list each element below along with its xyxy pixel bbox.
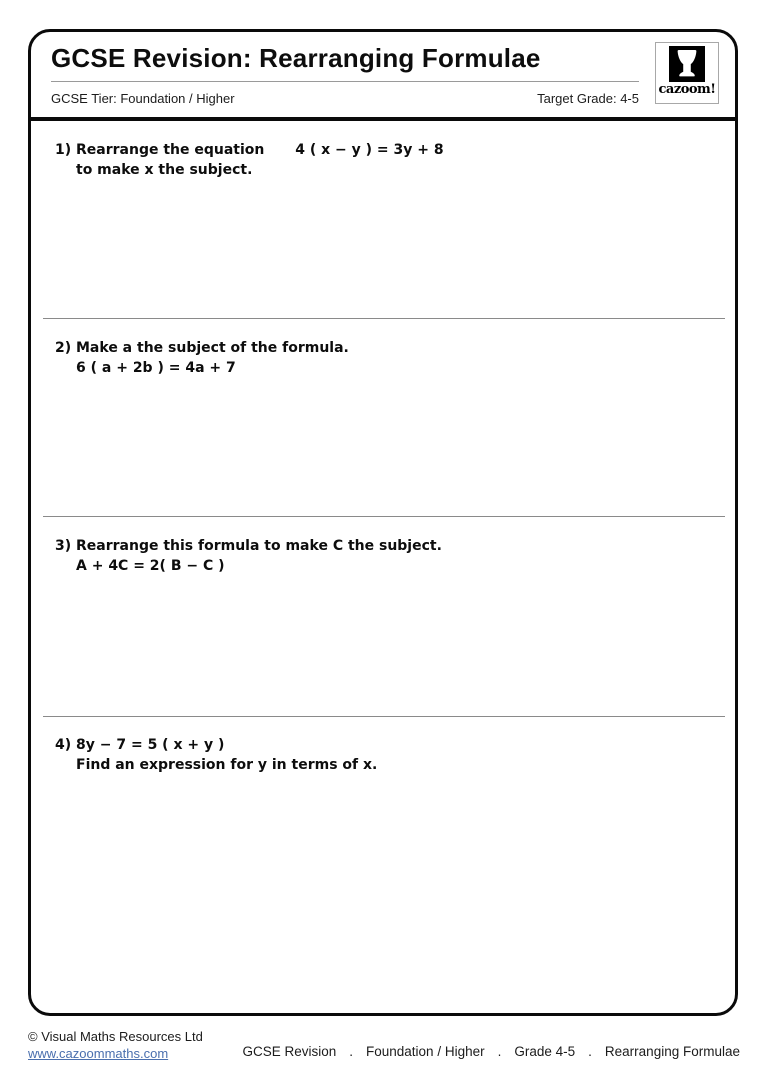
question-2-prompt: Make a the subject of the formula. — [76, 340, 349, 356]
header-divider — [31, 117, 735, 121]
question-1-prompt-line2: to make x the subject. — [76, 162, 253, 178]
title-divider — [51, 81, 639, 82]
footer-left — [28, 1028, 203, 1062]
worksheet-frame — [28, 29, 738, 1016]
question-4-equation: 8y − 7 = 5 ( x + y ) — [76, 737, 225, 753]
question-2-equation: 6 ( a + 2b ) = 4a + 7 — [76, 360, 236, 376]
target-grade-label: Target Grade: 4-5 — [537, 91, 639, 106]
question-4-prompt: Find an expression for y in terms of x. — [76, 757, 378, 773]
question-3-equation: A + 4C = 2( B − C ) — [76, 558, 225, 574]
footer-meta-item-1: GCSE Revision — [242, 1044, 337, 1059]
footer-meta-item-4: Rearranging Formulae — [604, 1044, 740, 1059]
question-3-prompt: Rearrange this formula to make C the subject. — [76, 538, 442, 554]
footer-meta-item-3: Grade 4-5 — [514, 1044, 576, 1059]
footer-meta-item-2: Foundation / Higher — [366, 1044, 485, 1059]
tier-label: GCSE Tier: Foundation / Higher — [51, 91, 235, 106]
question-4 — [55, 735, 719, 775]
question-1-number: 1) — [55, 142, 72, 158]
copyright-text: © Visual Maths Resources Ltd — [28, 1029, 203, 1044]
footer-meta — [242, 1044, 740, 1059]
question-divider-2 — [43, 516, 725, 517]
question-2 — [55, 338, 719, 378]
question-3 — [55, 536, 719, 576]
question-4-number: 4) — [55, 737, 72, 753]
question-1-prompt: Rearrange the equation — [76, 142, 265, 158]
question-2-number: 2) — [55, 340, 72, 356]
footer-meta-separator: . — [497, 1044, 502, 1059]
cazoom-logo-text: cazoom! — [658, 82, 716, 97]
footer-meta-separator: . — [349, 1044, 354, 1059]
question-1 — [55, 140, 719, 180]
question-3-number: 3) — [55, 538, 72, 554]
question-divider-3 — [43, 716, 725, 717]
question-1-equation: 4 ( x − y ) = 3y + 8 — [295, 142, 444, 158]
cazoom-logo — [655, 42, 719, 104]
page-title: GCSE Revision: Rearranging Formulae — [51, 43, 541, 73]
footer-meta-separator: . — [588, 1044, 592, 1059]
drum-icon — [669, 46, 705, 82]
question-divider-1 — [43, 318, 725, 319]
website-link[interactable]: www.cazoommaths.com — [28, 1046, 169, 1061]
